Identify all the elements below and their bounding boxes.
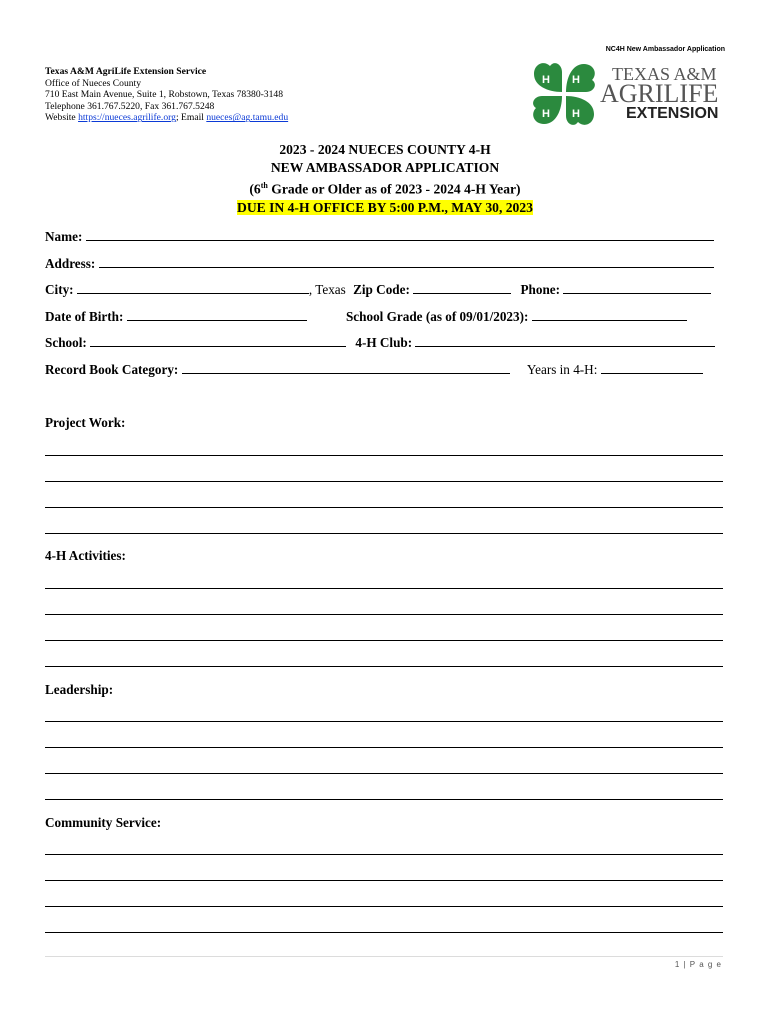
school-grade-label: School Grade (as of 09/01/2023):: [345, 309, 529, 324]
footer-divider: [45, 956, 723, 957]
city-field[interactable]: [77, 283, 309, 294]
school-grade-field[interactable]: [532, 310, 687, 321]
svg-text:H: H: [542, 108, 550, 120]
community-service-line[interactable]: [45, 906, 723, 907]
title-line1: 2023 - 2024 NUECES COUNTY 4-H: [279, 142, 491, 157]
community-service-heading: Community Service:: [45, 815, 162, 830]
logo-line1: TEXAS A&M: [612, 64, 717, 84]
leadership-line[interactable]: [45, 799, 723, 800]
activities-heading: 4-H Activities:: [45, 548, 126, 563]
club-label: 4-H Club:: [355, 335, 413, 350]
logo-line2: AGRILIFE: [600, 79, 719, 108]
title-line3: (6th Grade or Older as of 2023 - 2024 4-H Year): [249, 181, 521, 197]
email-link[interactable]: nueces@ag.tamu.edu: [206, 112, 289, 124]
leadership-line[interactable]: [45, 721, 723, 722]
website-link[interactable]: https://nueces.agrilife.org: [78, 112, 176, 124]
web-email-line: [45, 112, 288, 124]
due-date-notice: DUE IN 4-H OFFICE BY 5:00 P.M., MAY 30, 2023: [237, 199, 533, 215]
email-label: ; Email: [175, 112, 207, 124]
leadership-heading: Leadership:: [45, 682, 114, 697]
phone-field[interactable]: [563, 283, 711, 294]
address-row: [45, 256, 714, 272]
phone-fax: Telephone 361.767.5220, Fax 361.767.5248: [45, 100, 215, 112]
record-book-label: Record Book Category:: [45, 362, 179, 377]
texas-text: , Texas: [308, 282, 346, 297]
project-work-line[interactable]: [45, 533, 723, 534]
club-field[interactable]: [415, 336, 715, 347]
document-title: [0, 141, 770, 217]
address-field[interactable]: [99, 257, 714, 268]
name-row: [45, 229, 714, 245]
activities-line[interactable]: [45, 588, 723, 589]
website-label: Website: [45, 112, 79, 124]
office-name: Office of Nueces County: [45, 77, 141, 89]
title-line2: NEW AMBASSADOR APPLICATION: [270, 160, 500, 175]
dob-field[interactable]: [127, 310, 307, 321]
leadership-line[interactable]: [45, 747, 723, 748]
svg-text:H: H: [572, 108, 580, 120]
school-field[interactable]: [90, 336, 346, 347]
activities-line[interactable]: [45, 666, 723, 667]
record-book-field[interactable]: [182, 363, 510, 374]
phone-label: Phone:: [520, 282, 561, 297]
zip-field[interactable]: [413, 283, 511, 294]
activities-line[interactable]: [45, 640, 723, 641]
org-name: Texas A&M AgriLife Extension Service: [45, 66, 207, 77]
form-id: NC4H New Ambassador Application: [605, 46, 725, 53]
school-row: [45, 335, 715, 351]
agrilife-logo: [528, 58, 728, 130]
community-service-line[interactable]: [45, 880, 723, 881]
office-address-block: [45, 66, 288, 124]
city-row: [45, 282, 711, 298]
community-service-line[interactable]: [45, 932, 723, 933]
name-label: Name:: [45, 229, 83, 244]
leadership-line[interactable]: [45, 773, 723, 774]
project-work-line[interactable]: [45, 455, 723, 456]
name-field[interactable]: [86, 230, 714, 241]
years-field[interactable]: [601, 363, 703, 374]
years-label: Years in 4-H:: [526, 362, 598, 377]
dob-label: Date of Birth:: [45, 309, 124, 324]
community-service-line[interactable]: [45, 854, 723, 855]
project-work-line[interactable]: [45, 507, 723, 508]
project-work-line[interactable]: [45, 481, 723, 482]
page-number: 1 | P a g e: [674, 960, 722, 969]
four-h-clover-icon: [528, 58, 728, 130]
activities-line[interactable]: [45, 614, 723, 615]
record-book-row: [45, 362, 703, 378]
svg-text:H: H: [572, 74, 580, 86]
project-work-heading: Project Work:: [45, 415, 126, 430]
dob-row: [45, 309, 687, 325]
zip-label: Zip Code:: [353, 282, 410, 297]
address-label: Address:: [45, 256, 96, 271]
school-label: School:: [45, 335, 87, 350]
street-address: 710 East Main Avenue, Suite 1, Robstown, Texas 78380-3148: [45, 89, 283, 101]
city-label: City:: [45, 282, 74, 297]
svg-text:H: H: [542, 74, 550, 86]
logo-line3: EXTENSION: [626, 105, 719, 122]
